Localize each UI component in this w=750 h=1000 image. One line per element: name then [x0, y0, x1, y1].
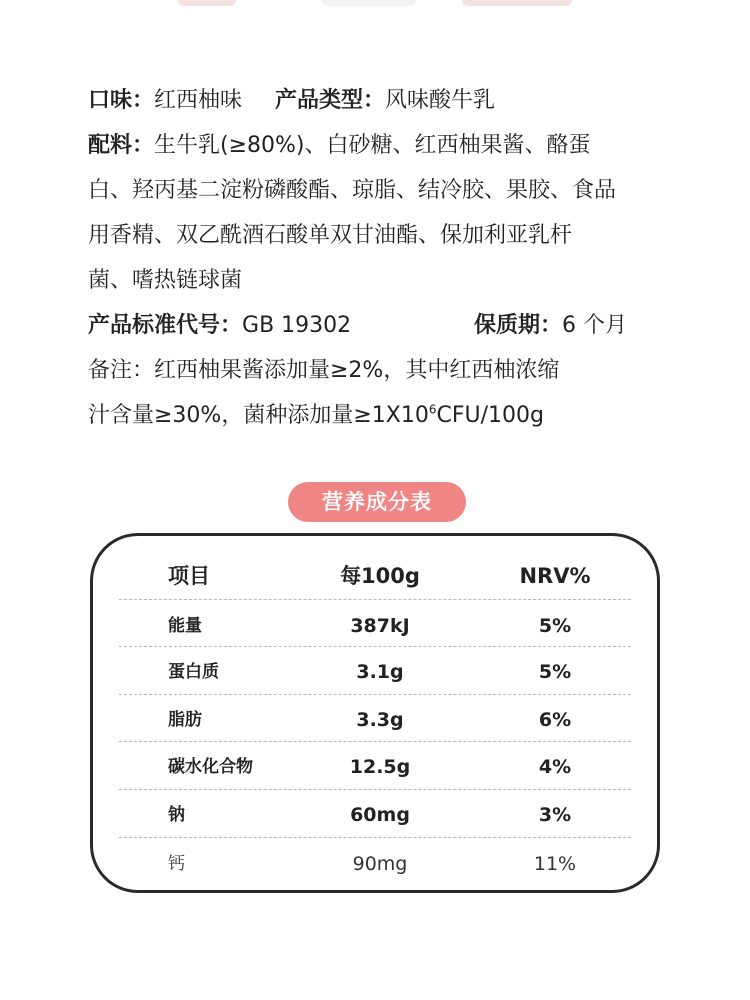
nutrient-amount: 60mg [350, 804, 410, 826]
note-line-1: 备注：红西柚果酱添加量≥2%，其中红西柚浓缩 [88, 358, 560, 383]
header-per100g: 每100g [340, 564, 420, 588]
row-divider [119, 741, 631, 742]
nutrient-nrv: 5% [538, 615, 572, 637]
nutrient-name: 蛋白质 [168, 662, 219, 682]
top-decoration-center [322, 0, 416, 6]
header-item: 项目 [168, 564, 210, 588]
nutrient-name: 钠 [168, 805, 185, 825]
table-row [119, 697, 631, 744]
row-divider [119, 837, 631, 838]
table-row [119, 841, 631, 888]
nutrient-name: 碳水化合物 [168, 757, 253, 777]
nutrient-nrv: 11% [533, 853, 577, 875]
nutrient-amount: 387kJ [350, 615, 410, 637]
ingredients-text-2: 白、羟丙基二淀粉磷酸酯、琼脂、结冷胶、果胶、食品 [88, 178, 617, 203]
nutrient-nrv: 4% [538, 756, 572, 778]
nutrient-name: 能量 [168, 616, 202, 636]
nutrient-nrv: 6% [538, 709, 572, 731]
ingredients-text-1: 生牛乳(≥80%)、白砂糖、红西柚果酱、酪蛋 [154, 133, 591, 158]
standard-value: GB 19302 [242, 313, 352, 338]
ingredients-label: 配料： [88, 133, 155, 158]
flavor-type-line [88, 78, 688, 123]
standard-shelf-line [88, 303, 688, 348]
note-text-2a: 汁含量≥30%，菌种添加量≥1X10 [88, 403, 429, 428]
type-label: 产品类型： [275, 88, 386, 113]
table-row [119, 649, 631, 696]
nutrient-amount: 3.3g [356, 709, 404, 731]
nutrient-name: 钙 [168, 854, 185, 874]
note-superscript: 6 [428, 402, 437, 417]
nutrient-amount: 3.1g [356, 661, 404, 683]
nutrition-title: 营养成分表 [288, 482, 466, 522]
header-nrv: NRV% [519, 564, 591, 588]
note-line-2 [88, 393, 688, 438]
row-divider [119, 646, 631, 647]
nutrient-amount: 12.5g [349, 756, 411, 778]
nutrient-nrv: 3% [538, 804, 572, 826]
top-decoration-right [462, 0, 572, 6]
product-info [88, 78, 688, 438]
table-row [119, 792, 631, 839]
row-divider [119, 599, 631, 600]
shelf-life-label: 保质期： [474, 313, 563, 338]
nutrient-name: 脂肪 [168, 710, 202, 730]
row-divider [119, 694, 631, 695]
nutrition-table [90, 533, 660, 893]
nutrient-amount: 90mg [352, 853, 408, 875]
row-divider [119, 789, 631, 790]
ingredients-text-3: 用香精、双乙酰酒石酸单双甘油酯、保加利亚乳杆 [88, 223, 573, 248]
flavor-value: 红西柚味 [154, 88, 243, 113]
top-decoration-left [178, 0, 236, 6]
table-row [119, 603, 631, 650]
standard-label: 产品标准代号： [88, 313, 243, 338]
nutrition-header-row [119, 553, 631, 600]
note-text-2b: CFU/100g [436, 403, 544, 428]
ingredients-text-4: 菌、嗜热链球菌 [88, 268, 243, 293]
nutrient-nrv: 5% [538, 661, 572, 683]
flavor-label: 口味： [88, 88, 155, 113]
type-value: 风味酸牛乳 [385, 88, 496, 113]
shelf-life-value: 6 个月 [562, 313, 628, 338]
table-row [119, 744, 631, 791]
ingredients-line-1 [88, 123, 688, 168]
